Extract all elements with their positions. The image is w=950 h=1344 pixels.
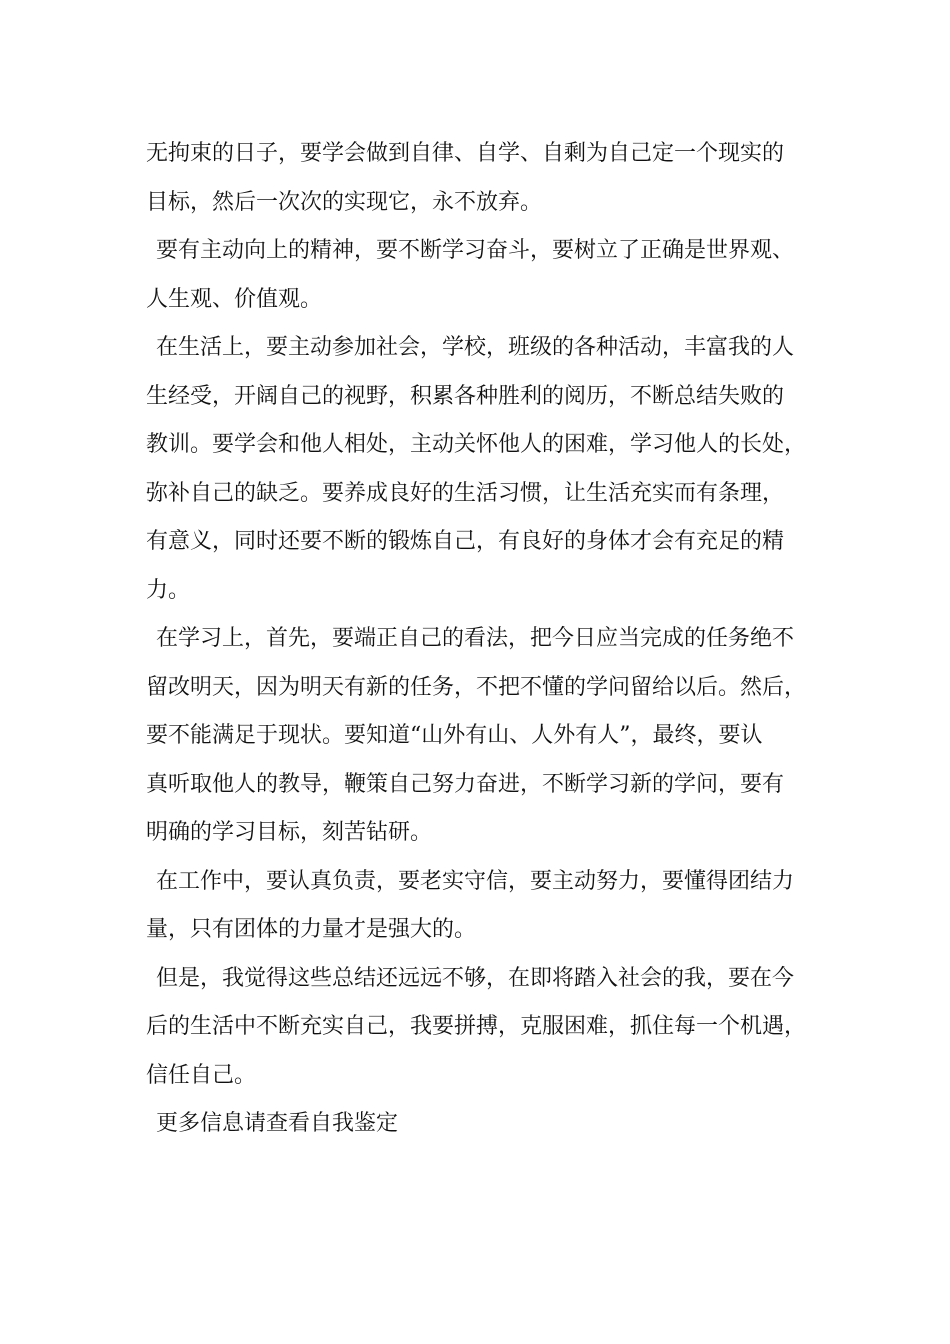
text-line: 目标，然后一次次的实现它，永不放弃。: [146, 189, 543, 215]
paragraph-start-line: 在工作中，要认真负责，要老实守信，要主动努力，要懂得团结力: [156, 868, 795, 894]
text-line: 教训。要学会和他人相处，主动关怀他人的困难，学习他人的长处，: [146, 432, 807, 457]
paragraph-start-line: 要有主动向上的精神，要不断学习奋斗，要树立了正确是世界观、: [156, 238, 795, 263]
text-line: 弥补自己的缺乏。要养成良好的生活习惯，让生活充实而有条理，: [146, 480, 785, 506]
text-line: 后的生活中不断充实自己，我要拼搏，克服困难，抓住每一个机遇，: [146, 1014, 807, 1039]
text-line: 要不能满足于现状。要知道“山外有山、人外有人”，最终，要认: [146, 723, 763, 748]
text-line: 生经受，开阔自己的视野，积累各种胜利的阅历，不断总结失败的: [146, 383, 785, 409]
text-line: 信任自己。: [146, 1062, 257, 1088]
paragraph-start-line: 在生活上，要主动参加社会，学校，班级的各种活动，丰富我的人: [156, 335, 795, 360]
text-line: 有意义，同时还要不断的锻炼自己，有良好的身体才会有充足的精: [146, 529, 785, 554]
text-line: 留改明天，因为明天有新的任务，不把不懂的学问留给以后。然后，: [146, 674, 807, 700]
more-info-line: 更多信息请查看自我鉴定: [156, 1111, 399, 1136]
document-body: [146, 130, 836, 1149]
text-line: 无拘束的日子，要学会做到自律、自学、自剩为自己定一个现实的: [146, 141, 785, 166]
text-line: 量，只有团体的力量才是强大的。: [146, 917, 477, 942]
text-line: 人生观、价值观。: [146, 286, 323, 312]
text-line: 明确的学习目标，刻苦钻研。: [146, 820, 433, 845]
paragraph-start-line: 在学习上，首先，要端正自己的看法，把今日应当完成的任务绝不: [156, 626, 795, 651]
paragraph-start-line: 但是，我觉得这些总结还远远不够，在即将踏入社会的我，要在今: [156, 965, 795, 991]
text-line: 真听取他人的教导，鞭策自己努力奋进，不断学习新的学问，要有: [146, 771, 785, 797]
text-line: 力。: [146, 577, 191, 603]
